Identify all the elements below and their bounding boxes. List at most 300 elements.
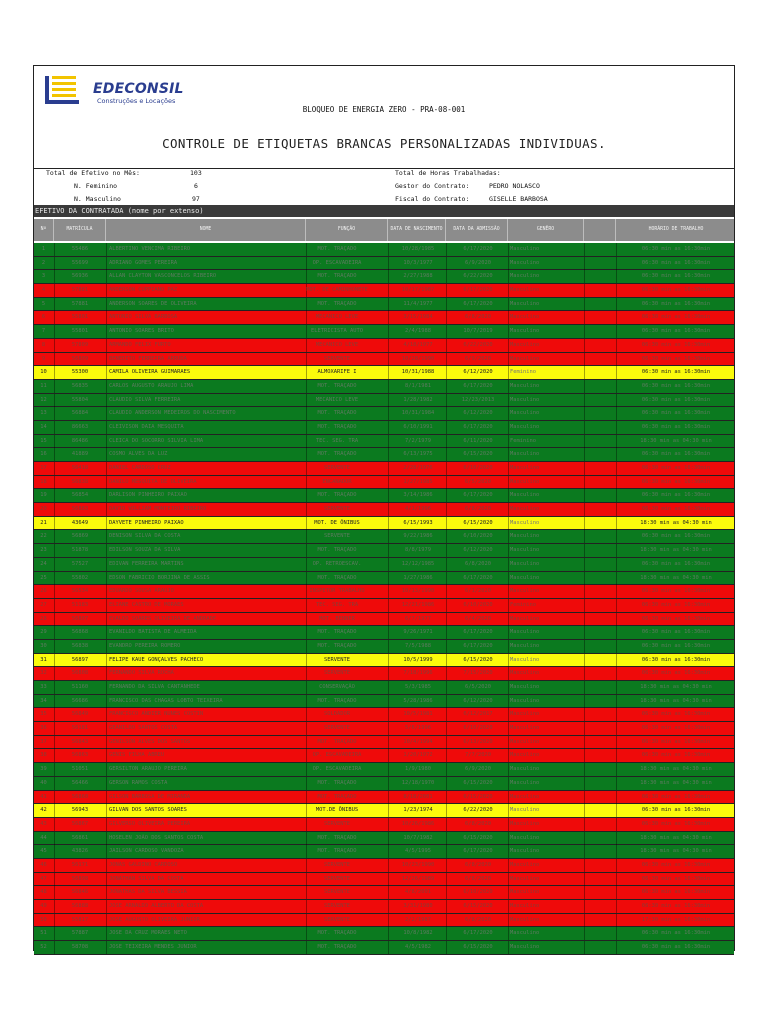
table-row <box>34 530 734 544</box>
row-nome: GILVAN DOS SANTOS SOARES <box>109 807 187 814</box>
table-row <box>34 339 734 353</box>
cell-divider <box>446 558 447 571</box>
row-nome: JOSE AUGUSTO OLIVEIRA JUNIOR <box>109 916 200 923</box>
cell-divider <box>54 927 55 940</box>
cell-divider <box>584 708 585 721</box>
cell-divider <box>584 791 585 804</box>
row-genero: Masculino <box>510 328 540 335</box>
row-number: 15 <box>40 437 47 444</box>
cell-divider <box>446 777 447 790</box>
row-genero: Masculino <box>510 738 540 745</box>
cell-divider <box>106 353 107 366</box>
cell-divider <box>584 927 585 940</box>
cell-divider <box>508 503 509 516</box>
row-number: 40 <box>40 779 47 786</box>
row-matricula: 43649 <box>71 519 89 526</box>
row-data-admissao: 6/17/2020 <box>463 629 493 636</box>
row-matricula: 55817 <box>71 916 89 923</box>
row-funcao: MOT. TRAÇADO <box>317 629 357 636</box>
row-nome: CLAUDIO SILVA FERREIRA <box>109 396 181 403</box>
cell-divider <box>508 476 509 489</box>
table-row <box>34 791 734 805</box>
cell-divider <box>388 832 389 845</box>
cell-divider <box>584 448 585 461</box>
row-horario: 18:30 min as 04:30 min <box>640 684 712 690</box>
row-horario: 06:30 min as 16:30min <box>641 300 711 307</box>
table-row <box>34 941 734 955</box>
row-number: 48 <box>40 889 47 896</box>
cell-divider <box>106 380 107 393</box>
row-data-admissao: 7/7/2020 <box>465 752 491 759</box>
row-genero: Masculino <box>510 341 540 348</box>
row-genero: Masculino <box>510 492 540 499</box>
cell-divider <box>508 708 509 721</box>
row-data-nascimento: 9/26/1971 <box>403 629 433 636</box>
cell-divider <box>54 503 55 516</box>
cell-divider <box>508 667 509 680</box>
row-genero: Feminino <box>510 369 536 376</box>
row-data-nascimento: 11/4/1977 <box>403 300 433 307</box>
row-data-nascimento: 10/7/1982 <box>403 834 433 841</box>
row-funcao: ALMOXARIFE I <box>317 369 357 376</box>
cell-divider <box>584 243 585 256</box>
row-number: 20 <box>40 506 47 513</box>
row-matricula: 56808 <box>71 670 89 677</box>
cell-divider <box>508 435 509 448</box>
cell-divider <box>446 353 447 366</box>
row-matricula: 56838 <box>71 478 89 485</box>
row-funcao: INSPETOR TRABALHO <box>309 588 365 595</box>
cell-divider <box>106 448 107 461</box>
cell-divider <box>584 654 585 667</box>
feminino-value: 6 <box>194 182 198 190</box>
cell-divider <box>584 407 585 420</box>
table-row <box>34 257 734 271</box>
cell-divider <box>584 517 585 530</box>
row-nome: DENISON SILVA DA COSTA <box>109 533 181 540</box>
row-genero: Masculino <box>510 642 540 649</box>
row-nome: CAMILA OLIVEIRA GUIMARAES <box>109 369 191 376</box>
row-data-nascimento: 2/28/1976 <box>403 465 433 471</box>
row-matricula: 56418 <box>71 465 89 471</box>
row-genero: Masculino <box>510 848 540 855</box>
cell-divider <box>446 708 447 721</box>
row-nome: FRANCISCO ANDIER NUNES COSTIN <box>109 711 204 718</box>
row-data-admissao: 6/17/2020 <box>463 642 493 649</box>
table-row <box>34 366 734 380</box>
cell-divider <box>446 572 447 585</box>
row-data-nascimento: 3/14/1986 <box>403 492 433 499</box>
row-matricula: 55804 <box>71 396 89 403</box>
row-funcao: SERVENTE <box>324 861 350 868</box>
cell-divider <box>54 243 55 256</box>
row-nome: EVANDRO PEREIRA ROMERO <box>109 642 181 649</box>
cell-divider <box>54 489 55 502</box>
row-funcao: SERVENTE <box>324 465 350 471</box>
cell-divider <box>584 900 585 913</box>
cell-divider <box>388 366 389 379</box>
cell-divider <box>54 366 55 379</box>
cell-divider <box>388 804 389 817</box>
row-nome: EDUARDO SOUSA ARAUJO <box>109 588 174 595</box>
table-row <box>34 667 734 681</box>
cell-divider <box>584 613 585 626</box>
row-matricula: 51160 <box>71 684 89 690</box>
row-horario: 06:30 min as 16:30min <box>641 752 711 759</box>
table-row <box>34 708 734 722</box>
cell-divider <box>54 530 55 543</box>
cell-divider <box>584 530 585 543</box>
row-genero: Masculino <box>510 930 540 937</box>
table-row <box>34 572 734 586</box>
cell-divider <box>106 708 107 721</box>
cell-divider <box>508 558 509 571</box>
cell-divider <box>54 914 55 927</box>
cell-divider <box>446 257 447 270</box>
row-funcao: MOT. TRAÇADO <box>317 423 357 430</box>
row-number: 49 <box>40 903 47 909</box>
cell-divider <box>388 284 389 297</box>
cell-divider <box>446 339 447 352</box>
row-genero: Masculino <box>510 684 540 690</box>
cell-divider <box>508 613 509 626</box>
table-row <box>34 736 734 750</box>
cell-divider <box>388 927 389 940</box>
cell-divider <box>508 791 509 804</box>
row-funcao: TEC. SEG. TRA <box>315 601 359 608</box>
row-number: 31 <box>40 656 47 663</box>
table-row <box>34 749 734 763</box>
cell-divider <box>508 804 509 817</box>
row-nome: GEANILDO SANTOS COSTA <box>109 725 178 732</box>
cell-divider <box>388 298 389 311</box>
document-title: CONTROLE DE ETIQUETAS BRANCAS PERSONALIZADAS INDIVIDUAS. <box>162 136 606 151</box>
cell-divider <box>446 640 447 653</box>
row-data-admissao: 6/17/2020 <box>463 246 493 252</box>
row-number: 24 <box>40 560 47 567</box>
cell-divider <box>388 873 389 886</box>
col-genero-header: GENÊRO <box>508 219 584 241</box>
cell-divider <box>388 325 389 338</box>
row-number: 8 <box>41 341 46 348</box>
row-nome: CARLOS AUGUSTO ARAUJO LIMA <box>109 382 194 389</box>
table-row <box>34 626 734 640</box>
row-funcao: MOT. TRAÇADO <box>317 492 357 499</box>
row-matricula: 56809 <box>71 355 89 362</box>
row-matricula: 55801 <box>71 328 89 335</box>
row-nome: GILSON BARBOSA DE MIRANDA <box>109 793 191 800</box>
total-efetivo-value: 103 <box>190 169 202 177</box>
cell-divider <box>446 695 447 708</box>
cell-divider <box>388 476 389 489</box>
row-nome: FELIPE KAUE GONÇALVES PACHECO <box>109 656 204 663</box>
row-data-admissao: 6/12/2020 <box>463 369 493 376</box>
cell-divider <box>508 311 509 324</box>
row-funcao: ENCANADOR <box>322 478 352 485</box>
cell-divider <box>584 394 585 407</box>
row-genero: Masculino <box>510 574 540 581</box>
row-horario: 06:30 min as 16:30min <box>641 903 711 909</box>
cell-divider <box>54 311 55 324</box>
cell-divider <box>54 941 55 954</box>
document-code: BLOQUEO DE ENERGIA ZERO - PRA-08-001 <box>302 105 466 114</box>
cell-divider <box>54 339 55 352</box>
cell-divider <box>54 421 55 434</box>
row-matricula: 56867 <box>71 820 89 827</box>
cell-divider <box>446 311 447 324</box>
row-data-nascimento: 6/13/1975 <box>403 451 433 458</box>
cell-divider <box>388 859 389 872</box>
cell-divider <box>508 749 509 762</box>
cell-divider <box>508 572 509 585</box>
cell-divider <box>106 311 107 324</box>
row-data-admissao: 6/8/2020 <box>465 506 491 513</box>
row-data-nascimento: 4/1/1996 <box>405 506 431 513</box>
row-data-nascimento: 5/28/1986 <box>403 697 433 704</box>
row-nome: FERNANDO SILVA ROCHA <box>109 670 174 677</box>
row-matricula: 56860 <box>71 793 89 800</box>
cell-divider <box>508 886 509 899</box>
row-funcao: MOT. DE ÔNIBUS <box>314 519 360 526</box>
cell-divider <box>584 339 585 352</box>
cell-divider <box>584 736 585 749</box>
cell-divider <box>54 284 55 297</box>
row-data-admissao: 6/10/2020 <box>463 889 493 896</box>
cell-divider <box>54 599 55 612</box>
company-name: EDECONSIL <box>93 81 184 97</box>
cell-divider <box>388 640 389 653</box>
row-matricula: 57887 <box>71 930 89 937</box>
cell-divider <box>508 626 509 639</box>
row-number: 51 <box>40 930 47 937</box>
row-nome: EVANILDO BATISTA DE ALMEIDA <box>109 629 197 636</box>
row-number: 1 <box>41 246 46 252</box>
cell-divider <box>54 270 55 283</box>
edeconsil-logo-icon <box>40 72 80 108</box>
col-matricula-header: MATRÍCULA <box>54 219 106 241</box>
cell-divider <box>584 489 585 502</box>
table-row <box>34 613 734 627</box>
row-horario: 06:30 min as 16:30min <box>641 875 711 882</box>
cell-divider <box>584 572 585 585</box>
row-matricula: 56181 <box>71 725 89 732</box>
row-data-admissao: 6/8/2020 <box>465 560 491 567</box>
row-horario: 06:30 min as 16:30min <box>641 369 711 376</box>
cell-divider <box>446 270 447 283</box>
cell-divider <box>106 804 107 817</box>
col-blank-header <box>584 219 616 241</box>
row-matricula: 51878 <box>71 547 89 554</box>
row-matricula: 56868 <box>71 629 89 636</box>
row-horario: 18:30 min as 04:30 min <box>640 697 712 704</box>
row-number: 19 <box>40 492 47 499</box>
row-data-admissao: 6/9/2020 <box>465 259 491 266</box>
row-data-admissao: 6/15/2020 <box>463 656 493 663</box>
col-nasc-header: DATA DE NASCIMENTO <box>388 219 446 241</box>
row-data-admissao: 6/17/2020 <box>463 574 493 581</box>
cell-divider <box>54 626 55 639</box>
cell-divider <box>584 763 585 776</box>
row-data-admissao: 6/5/2020 <box>465 478 491 485</box>
cell-divider <box>106 517 107 530</box>
row-horario: 06:30 min as 16:30min <box>641 738 711 745</box>
row-data-admissao: 6/15/2020 <box>463 944 493 951</box>
cell-divider <box>54 791 55 804</box>
cell-divider <box>584 476 585 489</box>
row-data-admissao: 6/17/2020 <box>463 492 493 499</box>
row-data-admissao: 6/12/2020 <box>463 547 493 554</box>
cell-divider <box>106 462 107 475</box>
gestor-value: PEDRO NOLASCO <box>489 182 540 190</box>
cell-divider <box>388 558 389 571</box>
row-data-admissao: 6/22/2020 <box>463 341 493 348</box>
row-data-nascimento: 12/18/1970 <box>401 779 435 786</box>
cell-divider <box>106 530 107 543</box>
row-number: 4 <box>41 287 46 294</box>
row-genero: Masculino <box>510 752 540 759</box>
row-nome: GERSON RAMOS COSTA <box>109 779 168 786</box>
cell-divider <box>508 640 509 653</box>
cell-divider <box>106 695 107 708</box>
table-row <box>34 476 734 490</box>
row-matricula: 55699 <box>71 259 89 266</box>
row-matricula: 56838 <box>71 642 89 649</box>
row-number: 33 <box>40 684 47 690</box>
cell-divider <box>54 298 55 311</box>
cell-divider <box>54 763 55 776</box>
cell-divider <box>584 558 585 571</box>
cell-divider <box>508 845 509 858</box>
table-row <box>34 640 734 654</box>
cell-divider <box>584 311 585 324</box>
cell-divider <box>446 927 447 940</box>
row-number: 50 <box>40 916 47 923</box>
cell-divider <box>54 448 55 461</box>
row-funcao: MOT. TRAÇADO <box>317 642 357 649</box>
cell-divider <box>54 900 55 913</box>
cell-divider <box>508 257 509 270</box>
row-data-nascimento: 6/7/1977 <box>405 615 431 622</box>
row-genero: Masculino <box>510 519 540 526</box>
row-data-admissao: 6/8/2020 <box>465 875 491 882</box>
cell-divider <box>388 339 389 352</box>
row-genero: Masculino <box>510 793 540 800</box>
row-horario: 06:30 min as 16:30min <box>641 382 711 389</box>
feminino-label: N. Feminino <box>74 182 118 190</box>
row-data-nascimento: 10/4/1994 <box>403 738 433 745</box>
row-genero: Masculino <box>510 314 540 321</box>
cell-divider <box>508 530 509 543</box>
row-matricula: 86663 <box>71 423 89 430</box>
cell-divider <box>508 243 509 256</box>
cell-divider <box>106 585 107 598</box>
table-row <box>34 886 734 900</box>
row-number: 32 <box>40 670 47 677</box>
row-horario: 06:30 min as 16:30min <box>641 287 711 294</box>
cell-divider <box>54 476 55 489</box>
row-data-nascimento: 10/31/1984 <box>401 410 435 417</box>
row-horario: 18:30 min as 04:30 min <box>640 834 712 841</box>
cell-divider <box>584 353 585 366</box>
cell-divider <box>54 722 55 735</box>
cell-divider <box>106 572 107 585</box>
cell-divider <box>446 722 447 735</box>
row-nome: JONAS GALDINO CARDOSO <box>109 861 178 868</box>
row-number: 46 <box>40 861 47 868</box>
cell-divider <box>508 421 509 434</box>
cell-divider <box>508 832 509 845</box>
cell-divider <box>106 886 107 899</box>
row-data-admissao: 6/10/2020 <box>463 725 493 732</box>
row-funcao: MOT. TRAÇADO <box>317 382 357 389</box>
row-data-admissao: 6/8/2020 <box>465 916 491 923</box>
cell-divider <box>446 476 447 489</box>
cell-divider <box>584 462 585 475</box>
row-data-admissao: 6/11/2020 <box>463 437 493 444</box>
col-num-header: Nº <box>34 219 54 241</box>
row-matricula: 56888 <box>71 903 89 909</box>
row-number: 3 <box>41 273 46 280</box>
row-data-nascimento: 4/5/1995 <box>405 848 431 855</box>
row-data-nascimento: 8/1/1981 <box>405 382 431 389</box>
cell-divider <box>54 353 55 366</box>
cell-divider <box>584 777 585 790</box>
cell-divider <box>388 530 389 543</box>
cell-divider <box>388 749 389 762</box>
cell-divider <box>584 722 585 735</box>
masculino-label: N. Masculino <box>74 195 121 203</box>
row-nome: DAVID WILLIAM MONTEIRO RIBEIRO <box>109 506 207 513</box>
table-row <box>34 927 734 941</box>
row-matricula: 55802 <box>71 574 89 581</box>
row-funcao: MOT. TRAÇADO <box>317 697 357 704</box>
row-data-admissao: 6/12/2020 <box>463 697 493 704</box>
row-matricula: 58708 <box>71 944 89 951</box>
cell-divider <box>446 749 447 762</box>
cell-divider <box>106 298 107 311</box>
row-genero: Masculino <box>510 916 540 923</box>
row-genero: Masculino <box>510 533 540 540</box>
cell-divider <box>388 407 389 420</box>
row-data-nascimento: 10/13/1990 <box>401 588 435 595</box>
row-funcao: SERVENTE <box>324 725 350 732</box>
row-horario: 06:30 min as 16:30min <box>641 410 711 417</box>
row-nome: ALBERTINO VENCIMA RIBEIRO <box>109 246 191 252</box>
row-matricula: 57881 <box>71 287 89 294</box>
row-nome: GENIS FILHA ABREU <box>109 752 165 759</box>
cell-divider <box>446 914 447 927</box>
row-genero: Masculino <box>510 944 540 951</box>
row-horario: 06:30 min as 16:30min <box>641 506 711 513</box>
row-funcao: MOT. TRAÇADO <box>317 944 357 951</box>
row-funcao: SERVENTE <box>324 820 350 827</box>
row-funcao: SERVENTE <box>324 656 350 663</box>
row-number: 34 <box>40 697 47 704</box>
cell-divider <box>106 845 107 858</box>
cell-divider <box>584 503 585 516</box>
cell-divider <box>584 749 585 762</box>
cell-divider <box>54 654 55 667</box>
row-funcao: OP. ESCAVADEIRA <box>312 752 362 759</box>
row-matricula: 43826 <box>71 848 89 855</box>
cell-divider <box>106 681 107 694</box>
row-nome: GENILSON ALVES DOS SANTOS <box>109 738 191 745</box>
row-genero: Masculino <box>510 629 540 636</box>
cell-divider <box>584 585 585 598</box>
cell-divider <box>584 832 585 845</box>
cell-divider <box>446 462 447 475</box>
row-matricula: 57809 <box>71 341 89 348</box>
